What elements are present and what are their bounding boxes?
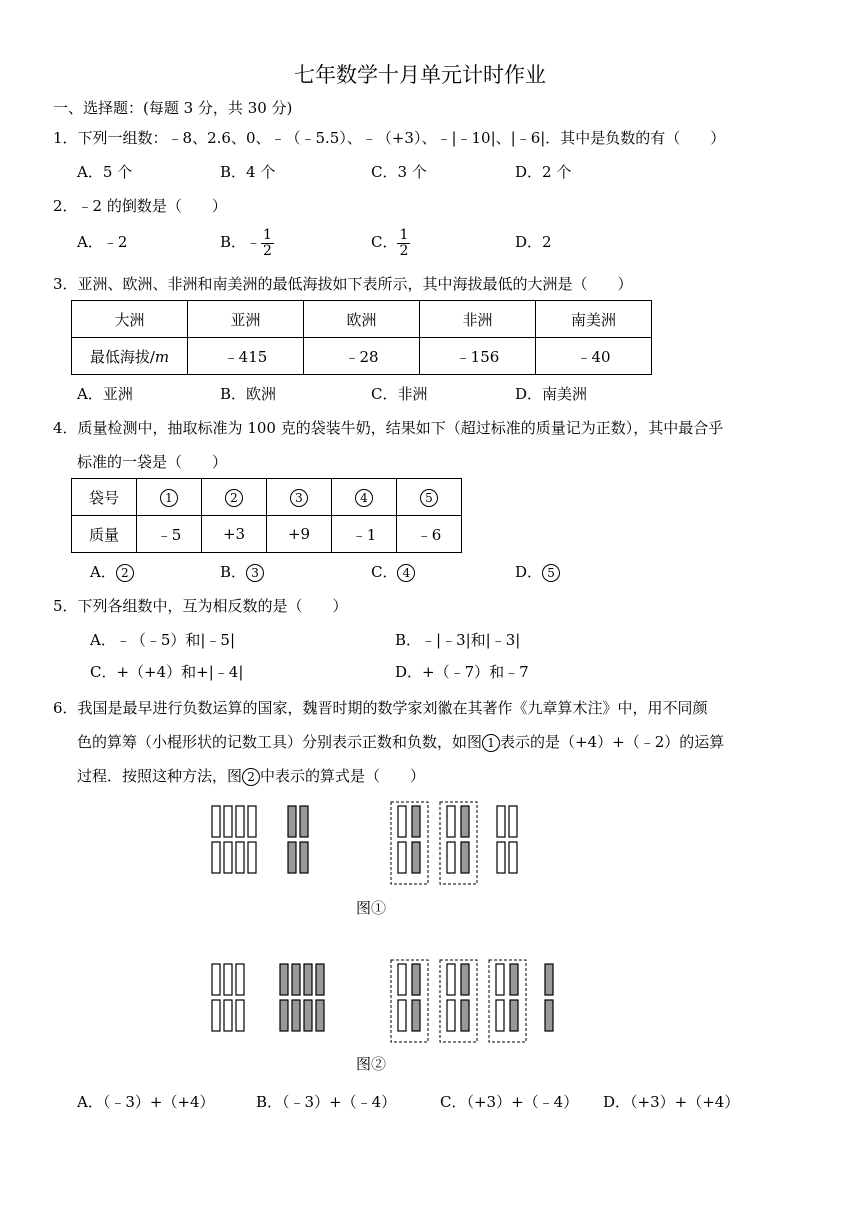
negative-rod <box>545 964 553 995</box>
q3-option-a[interactable]: A．亚洲 <box>77 385 133 403</box>
negative-rod <box>292 964 300 995</box>
circled-number: 1 <box>482 734 500 752</box>
q3-option-b[interactable]: B．欧洲 <box>220 385 277 403</box>
q1-option-b[interactable]: B．4 个 <box>220 163 276 181</box>
table-cell <box>332 479 397 516</box>
option-prefix: B． <box>220 563 247 581</box>
table-cell <box>137 479 202 516</box>
negative-rod <box>316 964 324 995</box>
q2-option-a[interactable]: A．﹣2 <box>77 233 128 251</box>
positive-rod <box>212 842 220 873</box>
q4-stem-line1: 4．质量检测中，抽取标准为 100 克的袋装牛奶，结果如下（超过标准的质量记为正数），其中最合乎 <box>53 419 724 437</box>
text: 表示的是（+4）+（﹣2）的运算 <box>500 733 725 751</box>
negative-rod <box>412 806 420 837</box>
circled-number: 2 <box>242 768 260 786</box>
q5-option-d[interactable]: D．+（﹣7）和﹣7 <box>395 663 529 681</box>
q5-option-b[interactable]: B．﹣|﹣3|和|﹣3| <box>395 631 521 649</box>
option-prefix: D． <box>515 563 543 581</box>
q6-stem-line2 <box>77 732 724 752</box>
table-cell <box>397 479 462 516</box>
table-cell: ﹣1 <box>332 516 397 553</box>
page-title: 七年数学十月单元计时作业 <box>294 63 546 87</box>
negative-rod <box>461 1000 469 1031</box>
table-row <box>72 516 462 553</box>
paired-rods-box <box>440 802 477 884</box>
q2-option-b-prefix: B． <box>220 233 247 251</box>
positive-rod <box>236 1000 244 1031</box>
negative-rod <box>304 1000 312 1031</box>
table-cell: 南美洲 <box>536 301 652 338</box>
positive-rod <box>212 806 220 837</box>
positive-rod <box>496 964 504 995</box>
negative-rod <box>300 842 308 873</box>
q1-option-d[interactable]: D．2 个 <box>515 163 572 181</box>
q3-table <box>71 300 652 375</box>
positive-rod <box>224 964 232 995</box>
q6-option-b[interactable]: B．（﹣3）+（﹣4） <box>256 1093 397 1111</box>
positive-rod <box>496 1000 504 1031</box>
positive-rod <box>236 842 244 873</box>
positive-rod <box>398 842 406 873</box>
fraction-numerator: 1 <box>263 226 272 243</box>
q2-option-b[interactable] <box>220 224 274 260</box>
positive-rod <box>447 842 455 873</box>
negative-rod <box>412 1000 420 1031</box>
negative-rod <box>412 964 420 995</box>
negative-rod <box>461 806 469 837</box>
table-cell: 非洲 <box>420 301 536 338</box>
paired-rods-box <box>391 960 428 1042</box>
positive-rod <box>236 806 244 837</box>
q4-option-d[interactable] <box>515 562 560 582</box>
q3-option-d[interactable]: D．南美洲 <box>515 385 588 403</box>
positive-rod <box>509 806 517 837</box>
fraction-numerator: 1 <box>399 226 409 243</box>
row-label: 最低海拔/ <box>89 347 155 366</box>
positive-rod <box>497 842 505 873</box>
table-cell: ﹣415 <box>188 338 304 375</box>
q6-option-c[interactable]: C．（+3）+（﹣4） <box>440 1093 579 1111</box>
table-cell: 袋号 <box>72 479 137 516</box>
table-cell <box>267 479 332 516</box>
q3-option-c[interactable]: C．非洲 <box>371 385 428 403</box>
table-cell <box>72 338 188 375</box>
option-prefix: C． <box>371 563 398 581</box>
negative-rod <box>292 1000 300 1031</box>
positive-rod <box>248 842 256 873</box>
unit: m <box>154 347 170 366</box>
q6-stem-line3 <box>77 766 425 786</box>
table-cell: +9 <box>267 516 332 553</box>
negative-rod <box>461 964 469 995</box>
figure-2-counting-rods <box>205 956 605 1046</box>
table-cell: ﹣6 <box>397 516 462 553</box>
circled-number: 1 <box>160 489 178 507</box>
positive-rod <box>236 964 244 995</box>
table-row <box>72 301 652 338</box>
positive-rod <box>224 842 232 873</box>
positive-rod <box>509 842 517 873</box>
negative-rod <box>300 806 308 837</box>
positive-rod <box>212 964 220 995</box>
q4-option-c[interactable] <box>371 562 415 582</box>
table-row <box>72 338 652 375</box>
positive-rod <box>248 806 256 837</box>
circled-number: 2 <box>116 564 134 582</box>
circled-number: 3 <box>290 489 308 507</box>
q6-option-a[interactable]: A．（﹣3）+（+4） <box>77 1093 215 1111</box>
paired-rods-box <box>489 960 526 1042</box>
fraction-denominator: 2 <box>399 242 409 259</box>
negative-rod <box>280 1000 288 1031</box>
circled-number: 2 <box>225 489 243 507</box>
table-row <box>72 479 462 516</box>
q2-option-b-fraction <box>261 228 274 259</box>
q3-stem: 3．亚洲、欧洲、非洲和南美洲的最低海拔如下表所示，其中海拔最低的大洲是（ ） <box>53 275 633 293</box>
circled-number: 4 <box>397 564 415 582</box>
table-cell <box>202 479 267 516</box>
negative-rod <box>288 806 296 837</box>
negative-rod <box>461 842 469 873</box>
table-cell: 质量 <box>72 516 137 553</box>
q4-table <box>71 478 462 553</box>
positive-rod <box>224 806 232 837</box>
q5-stem: 5．下列各组数中，互为相反数的是（ ） <box>53 597 348 615</box>
q2-option-c[interactable] <box>371 224 410 260</box>
text: 过程．按照这种方法，图 <box>77 767 243 785</box>
table-cell: 大洲 <box>72 301 188 338</box>
positive-rod <box>447 806 455 837</box>
positive-rod <box>224 1000 232 1031</box>
table-cell: 亚洲 <box>188 301 304 338</box>
figure-2-caption: 图② <box>356 1055 387 1073</box>
circled-number: 4 <box>355 489 373 507</box>
option-prefix: A． <box>90 563 116 581</box>
positive-rod <box>447 1000 455 1031</box>
table-cell: ﹣28 <box>304 338 420 375</box>
table-cell: ﹣5 <box>137 516 202 553</box>
negative-rod <box>545 1000 553 1031</box>
negative-rod <box>510 964 518 995</box>
negative-rod <box>510 1000 518 1031</box>
circled-number: 5 <box>542 564 560 582</box>
positive-rod <box>447 964 455 995</box>
q6-stem-line1: 6．我国是最早进行负数运算的国家，魏晋时期的数学家刘徽在其著作《九章算术注》中，用不同颜 <box>53 699 708 717</box>
table-cell: 欧洲 <box>304 301 420 338</box>
table-cell: +3 <box>202 516 267 553</box>
q4-option-b[interactable] <box>220 562 264 582</box>
negative-rod <box>304 964 312 995</box>
negative-rod <box>280 964 288 995</box>
section-heading: 一、选择题：(每题 3 分，共 30 分) <box>53 99 293 117</box>
q2-option-c-prefix: C． <box>371 233 398 251</box>
table-cell: ﹣40 <box>536 338 652 375</box>
negative-rod <box>316 1000 324 1031</box>
figure-1-counting-rods <box>205 798 605 888</box>
text: 中表示的算式是（ ） <box>260 767 426 785</box>
positive-rod <box>212 1000 220 1031</box>
positive-rod <box>497 806 505 837</box>
paired-rods-box <box>440 960 477 1042</box>
q2-option-d[interactable]: D．2 <box>515 233 552 251</box>
circled-number: 3 <box>246 564 264 582</box>
figure-1-caption: 图① <box>356 899 387 917</box>
positive-rod <box>398 964 406 995</box>
paired-rods-box <box>391 802 428 884</box>
circled-number: 5 <box>420 489 438 507</box>
q2-option-b-sign: ﹣ <box>246 233 262 251</box>
q4-stem-line2: 标准的一袋是（ ） <box>77 453 228 471</box>
q5-option-c[interactable]: C．+（+4）和+|﹣4| <box>90 663 244 681</box>
q4-option-a[interactable] <box>90 562 134 582</box>
fraction-denominator: 2 <box>263 242 272 259</box>
positive-rod <box>398 1000 406 1031</box>
q6-option-d[interactable]: D．（+3）+（+4） <box>603 1093 740 1111</box>
q1-stem: 1．下列一组数：﹣8、2.6、0、﹣（﹣5.5）、﹣（+3）、﹣|﹣10|、|﹣6|．其中是负数的有（ ） <box>53 129 726 147</box>
q5-option-a[interactable]: A．﹣（﹣5）和|﹣5| <box>90 631 236 649</box>
negative-rod <box>412 842 420 873</box>
table-cell: ﹣156 <box>420 338 536 375</box>
q1-option-c[interactable]: C．3 个 <box>371 163 427 181</box>
q2-stem: 2．﹣2 的倒数是（ ） <box>53 197 227 215</box>
q1-option-a[interactable]: A．5 个 <box>77 163 133 181</box>
text: 色的算筹（小棍形状的记数工具）分别表示正数和负数，如图 <box>77 733 483 751</box>
positive-rod <box>398 806 406 837</box>
q2-option-c-fraction <box>397 228 410 259</box>
negative-rod <box>288 842 296 873</box>
